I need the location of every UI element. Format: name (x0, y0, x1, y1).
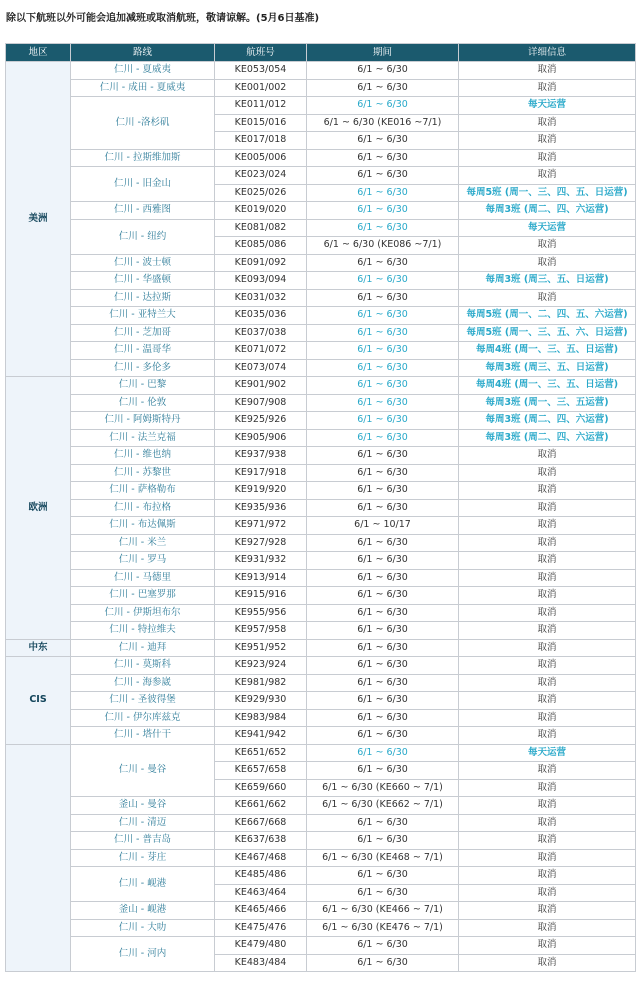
detail-cell: 取消 (459, 954, 636, 972)
detail-cell: 取消 (459, 902, 636, 920)
route-cell: 仁川 - 河内 (71, 937, 215, 972)
route-cell: 仁川 - 圣彼得堡 (71, 692, 215, 710)
period-cell: 6/1 ~ 6/30 (KE660 ~ 7/1) (307, 779, 459, 797)
flight-number-cell: KE667/668 (215, 814, 307, 832)
table-row (6, 674, 636, 692)
flight-number-cell: KE025/026 (215, 184, 307, 202)
route-cell: 仁川 - 萨格勒布 (71, 482, 215, 500)
period-cell: 6/1 ~ 6/30 (307, 569, 459, 587)
table-row (6, 289, 636, 307)
flight-number-cell: KE915/916 (215, 587, 307, 605)
period-cell: 6/1 ~ 6/30 (KE662 ~ 7/1) (307, 797, 459, 815)
detail-cell: 取消 (459, 114, 636, 132)
route-cell: 仁川 - 塔什干 (71, 727, 215, 745)
table-row (6, 219, 636, 237)
route-cell: 仁川 - 伦敦 (71, 394, 215, 412)
period-cell: 6/1 ~ 6/30 (307, 359, 459, 377)
period-cell: 6/1 ~ 6/30 (307, 132, 459, 150)
detail-cell: 取消 (459, 727, 636, 745)
route-cell: 仁川 - 清迈 (71, 814, 215, 832)
period-cell: 6/1 ~ 6/30 (307, 727, 459, 745)
flight-number-cell: KE937/938 (215, 447, 307, 465)
period-cell: 6/1 ~ 6/30 (307, 954, 459, 972)
period-cell: 6/1 ~ 6/30 (307, 377, 459, 395)
table-row (6, 552, 636, 570)
table-row (6, 149, 636, 167)
period-cell: 6/1 ~ 6/30 (307, 587, 459, 605)
flight-number-cell: KE483/484 (215, 954, 307, 972)
table-row (6, 307, 636, 325)
route-cell: 釜山 - 曼谷 (71, 797, 215, 815)
route-cell: 仁川 - 芝加哥 (71, 324, 215, 342)
detail-cell: 每周5班 (周一、二、四、五、六运营) (459, 307, 636, 325)
flight-number-cell: KE031/032 (215, 289, 307, 307)
table-row (6, 867, 636, 885)
detail-cell: 取消 (459, 132, 636, 150)
route-cell: 仁川 - 马德里 (71, 569, 215, 587)
detail-cell: 取消 (459, 254, 636, 272)
route-cell: 仁川 - 达拉斯 (71, 289, 215, 307)
period-cell: 6/1 ~ 6/30 (KE016 ~7/1) (307, 114, 459, 132)
flight-number-cell: KE957/958 (215, 622, 307, 640)
table-row (6, 79, 636, 97)
table-row (6, 604, 636, 622)
route-cell: 仁川 - 布达佩斯 (71, 517, 215, 535)
table-row (6, 727, 636, 745)
flight-number-cell: KE093/094 (215, 272, 307, 290)
detail-cell: 每周3班 (周三、五、日运营) (459, 272, 636, 290)
period-cell: 6/1 ~ 6/30 (307, 832, 459, 850)
detail-cell: 每天运营 (459, 744, 636, 762)
detail-cell: 取消 (459, 884, 636, 902)
flight-number-cell: KE485/486 (215, 867, 307, 885)
period-cell: 6/1 ~ 6/30 (307, 692, 459, 710)
route-cell: 仁川 - 巴黎 (71, 377, 215, 395)
detail-cell: 取消 (459, 62, 636, 80)
detail-cell: 取消 (459, 849, 636, 867)
flight-number-cell: KE907/908 (215, 394, 307, 412)
period-cell: 6/1 ~ 6/30 (307, 499, 459, 517)
table-row (6, 849, 636, 867)
flight-number-cell: KE091/092 (215, 254, 307, 272)
detail-cell: 取消 (459, 587, 636, 605)
detail-cell: 取消 (459, 674, 636, 692)
period-cell: 6/1 ~ 6/30 (307, 167, 459, 185)
period-cell: 6/1 ~ 6/30 (307, 604, 459, 622)
detail-cell: 取消 (459, 464, 636, 482)
period-cell: 6/1 ~ 6/30 (307, 219, 459, 237)
period-cell: 6/1 ~ 6/30 (307, 552, 459, 570)
period-cell: 6/1 ~ 10/17 (307, 517, 459, 535)
table-row (6, 377, 636, 395)
flight-number-cell: KE017/018 (215, 132, 307, 150)
flight-number-cell: KE015/016 (215, 114, 307, 132)
period-cell: 6/1 ~ 6/30 (307, 744, 459, 762)
flight-number-cell: KE023/024 (215, 167, 307, 185)
flight-number-cell: KE467/468 (215, 849, 307, 867)
table-row (6, 744, 636, 762)
period-cell: 6/1 ~ 6/30 (307, 254, 459, 272)
table-body (6, 62, 636, 972)
flight-number-cell: KE951/952 (215, 639, 307, 657)
period-cell: 6/1 ~ 6/30 (307, 884, 459, 902)
route-cell: 釜山 - 岘港 (71, 902, 215, 920)
flight-number-cell: KE479/480 (215, 937, 307, 955)
detail-cell: 取消 (459, 79, 636, 97)
period-cell: 6/1 ~ 6/30 (307, 324, 459, 342)
flight-number-cell: KE931/932 (215, 552, 307, 570)
table-row (6, 482, 636, 500)
flight-number-cell: KE035/036 (215, 307, 307, 325)
table-row (6, 464, 636, 482)
period-cell: 6/1 ~ 6/30 (307, 867, 459, 885)
route-cell: 仁川 - 维也纳 (71, 447, 215, 465)
period-cell: 6/1 ~ 6/30 (307, 272, 459, 290)
flight-number-cell: KE011/012 (215, 97, 307, 115)
route-cell: 仁川 - 阿姆斯特丹 (71, 412, 215, 430)
detail-cell: 取消 (459, 534, 636, 552)
period-cell: 6/1 ~ 6/30 (307, 62, 459, 80)
period-cell: 6/1 ~ 6/30 (307, 429, 459, 447)
period-cell: 6/1 ~ 6/30 (307, 464, 459, 482)
period-cell: 6/1 ~ 6/30 (307, 412, 459, 430)
detail-cell: 每周3班 (周二、四、六运营) (459, 429, 636, 447)
period-cell: 6/1 ~ 6/30 (KE476 ~ 7/1) (307, 919, 459, 937)
route-cell: 仁川 - 岘港 (71, 867, 215, 902)
table-row (6, 447, 636, 465)
route-cell: 仁川 - 海参崴 (71, 674, 215, 692)
period-cell: 6/1 ~ 6/30 (307, 814, 459, 832)
flight-number-cell: KE901/902 (215, 377, 307, 395)
table-header-row (6, 44, 636, 62)
flight-schedule-table (5, 43, 636, 972)
route-cell: 仁川 - 特拉维夫 (71, 622, 215, 640)
period-cell: 6/1 ~ 6/30 (307, 289, 459, 307)
period-cell: 6/1 ~ 6/30 (307, 447, 459, 465)
flight-number-cell: KE463/464 (215, 884, 307, 902)
table-row (6, 412, 636, 430)
table-row (6, 499, 636, 517)
route-cell: 仁川 - 华盛顿 (71, 272, 215, 290)
detail-cell: 取消 (459, 569, 636, 587)
route-cell: 仁川 - 波士顿 (71, 254, 215, 272)
period-cell: 6/1 ~ 6/30 (KE468 ~ 7/1) (307, 849, 459, 867)
period-cell: 6/1 ~ 6/30 (307, 709, 459, 727)
table-row (6, 639, 636, 657)
detail-cell: 取消 (459, 149, 636, 167)
route-cell: 仁川 - 迪拜 (71, 639, 215, 657)
route-cell: 仁川 - 夏威夷 (71, 62, 215, 80)
period-cell: 6/1 ~ 6/30 (307, 482, 459, 500)
route-cell: 仁川 - 多伦多 (71, 359, 215, 377)
route-cell: 仁川 - 伊斯坦布尔 (71, 604, 215, 622)
region-cell (6, 744, 71, 972)
detail-cell: 取消 (459, 657, 636, 675)
table-row (6, 324, 636, 342)
flight-number-cell: KE661/662 (215, 797, 307, 815)
period-cell: 6/1 ~ 6/30 (307, 534, 459, 552)
period-cell: 6/1 ~ 6/30 (307, 657, 459, 675)
route-cell: 仁川 - 温哥华 (71, 342, 215, 360)
table-row (6, 342, 636, 360)
period-cell: 6/1 ~ 6/30 (307, 937, 459, 955)
region-cell: CIS (6, 657, 71, 745)
flight-number-cell: KE981/982 (215, 674, 307, 692)
flight-number-cell: KE941/942 (215, 727, 307, 745)
flight-number-cell: KE053/054 (215, 62, 307, 80)
period-cell: 6/1 ~ 6/30 (307, 97, 459, 115)
flight-number-cell: KE955/956 (215, 604, 307, 622)
period-cell: 6/1 ~ 6/30 (307, 622, 459, 640)
table-row (6, 167, 636, 185)
table-row (6, 359, 636, 377)
header-route: 路线 (71, 44, 215, 62)
detail-cell: 取消 (459, 447, 636, 465)
period-cell: 6/1 ~ 6/30 (KE086 ~7/1) (307, 237, 459, 255)
flight-number-cell: KE019/020 (215, 202, 307, 220)
route-cell: 仁川 - 罗马 (71, 552, 215, 570)
header-detail: 详细信息 (459, 44, 636, 62)
detail-cell: 取消 (459, 937, 636, 955)
detail-cell: 取消 (459, 237, 636, 255)
table-row (6, 622, 636, 640)
detail-cell: 取消 (459, 499, 636, 517)
flight-number-cell: KE037/038 (215, 324, 307, 342)
route-cell: 仁川 - 西雅图 (71, 202, 215, 220)
header-period: 期间 (307, 44, 459, 62)
table-row (6, 657, 636, 675)
detail-cell: 取消 (459, 692, 636, 710)
detail-cell: 取消 (459, 797, 636, 815)
period-cell: 6/1 ~ 6/30 (307, 202, 459, 220)
table-row (6, 832, 636, 850)
flight-number-cell: KE475/476 (215, 919, 307, 937)
period-cell: 6/1 ~ 6/30 (307, 394, 459, 412)
table-row (6, 534, 636, 552)
route-cell: 仁川 - 亚特兰大 (71, 307, 215, 325)
route-cell: 仁川 - 莫斯科 (71, 657, 215, 675)
flight-number-cell: KE659/660 (215, 779, 307, 797)
header-region: 地区 (6, 44, 71, 62)
route-cell: 仁川 - 成田 - 夏威夷 (71, 79, 215, 97)
table-row (6, 814, 636, 832)
table-row (6, 202, 636, 220)
route-cell: 仁川 - 米兰 (71, 534, 215, 552)
table-row (6, 429, 636, 447)
table-row (6, 394, 636, 412)
flight-number-cell: KE657/658 (215, 762, 307, 780)
detail-cell: 取消 (459, 709, 636, 727)
flight-number-cell: KE651/652 (215, 744, 307, 762)
detail-cell: 取消 (459, 639, 636, 657)
detail-cell: 取消 (459, 814, 636, 832)
region-cell: 中东 (6, 639, 71, 657)
table-row (6, 272, 636, 290)
flight-number-cell: KE927/928 (215, 534, 307, 552)
table-row (6, 517, 636, 535)
detail-cell: 每天运营 (459, 219, 636, 237)
flight-number-cell: KE071/072 (215, 342, 307, 360)
detail-cell: 每周3班 (周三、五、日运营) (459, 359, 636, 377)
detail-cell: 每周3班 (周二、四、六运营) (459, 202, 636, 220)
detail-cell: 取消 (459, 779, 636, 797)
route-cell: 仁川 - 曼谷 (71, 744, 215, 797)
table-row (6, 587, 636, 605)
flight-number-cell: KE465/466 (215, 902, 307, 920)
flight-number-cell: KE917/918 (215, 464, 307, 482)
table-row (6, 692, 636, 710)
route-cell: 仁川 - 芽庄 (71, 849, 215, 867)
detail-cell: 取消 (459, 517, 636, 535)
flight-number-cell: KE085/086 (215, 237, 307, 255)
period-cell: 6/1 ~ 6/30 (307, 674, 459, 692)
detail-cell: 取消 (459, 622, 636, 640)
flight-number-cell: KE005/006 (215, 149, 307, 167)
table-row (6, 919, 636, 937)
detail-cell: 取消 (459, 832, 636, 850)
detail-cell: 取消 (459, 482, 636, 500)
notice-text: 除以下航班以外可能会追加减班或取消航班，敬请谅解。(5月6日基准) (6, 13, 320, 24)
route-cell: 仁川 - 巴塞罗那 (71, 587, 215, 605)
table-row (6, 902, 636, 920)
detail-cell: 每周3班 (周二、四、六运营) (459, 412, 636, 430)
detail-cell: 取消 (459, 762, 636, 780)
flight-number-cell: KE081/082 (215, 219, 307, 237)
table-row (6, 254, 636, 272)
flight-number-cell: KE001/002 (215, 79, 307, 97)
route-cell: 仁川 - 旧金山 (71, 167, 215, 202)
flight-number-cell: KE935/936 (215, 499, 307, 517)
period-cell: 6/1 ~ 6/30 (307, 184, 459, 202)
region-cell: 欧洲 (6, 377, 71, 640)
table-row (6, 569, 636, 587)
period-cell: 6/1 ~ 6/30 (307, 342, 459, 360)
route-cell: 仁川 -洛杉矶 (71, 97, 215, 150)
flight-number-cell: KE971/972 (215, 517, 307, 535)
flight-number-cell: KE913/914 (215, 569, 307, 587)
flight-number-cell: KE983/984 (215, 709, 307, 727)
flight-number-cell: KE073/074 (215, 359, 307, 377)
detail-cell: 取消 (459, 552, 636, 570)
period-cell: 6/1 ~ 6/30 (307, 79, 459, 97)
route-cell: 仁川 - 普吉岛 (71, 832, 215, 850)
detail-cell: 每周5班 (周一、三、四、五、日运营) (459, 184, 636, 202)
detail-cell: 取消 (459, 867, 636, 885)
detail-cell: 取消 (459, 604, 636, 622)
detail-cell: 每周4班 (周一、三、五、日运营) (459, 377, 636, 395)
flight-number-cell: KE905/906 (215, 429, 307, 447)
detail-cell: 每周4班 (周一、三、五、日运营) (459, 342, 636, 360)
flight-number-cell: KE637/638 (215, 832, 307, 850)
route-cell: 仁川 - 布拉格 (71, 499, 215, 517)
route-cell: 仁川 - 伊尔库兹克 (71, 709, 215, 727)
flight-number-cell: KE925/926 (215, 412, 307, 430)
flight-number-cell: KE919/920 (215, 482, 307, 500)
route-cell: 仁川 - 纽约 (71, 219, 215, 254)
table-row (6, 937, 636, 955)
region-cell: 美洲 (6, 62, 71, 377)
flight-number-cell: KE929/930 (215, 692, 307, 710)
detail-cell: 每天运营 (459, 97, 636, 115)
flight-number-cell: KE923/924 (215, 657, 307, 675)
table-row (6, 709, 636, 727)
table-row (6, 97, 636, 115)
detail-cell: 取消 (459, 919, 636, 937)
period-cell: 6/1 ~ 6/30 (307, 149, 459, 167)
table-row (6, 797, 636, 815)
header-flight: 航班号 (215, 44, 307, 62)
route-cell: 仁川 - 法兰克福 (71, 429, 215, 447)
route-cell: 仁川 - 大叻 (71, 919, 215, 937)
table-row (6, 62, 636, 80)
detail-cell: 每周3班 (周一、三、五运营) (459, 394, 636, 412)
period-cell: 6/1 ~ 6/30 (KE466 ~ 7/1) (307, 902, 459, 920)
period-cell: 6/1 ~ 6/30 (307, 639, 459, 657)
route-cell: 仁川 - 苏黎世 (71, 464, 215, 482)
period-cell: 6/1 ~ 6/30 (307, 762, 459, 780)
route-cell: 仁川 - 拉斯维加斯 (71, 149, 215, 167)
detail-cell: 取消 (459, 289, 636, 307)
detail-cell: 每周5班 (周一、三、五、六、日运营) (459, 324, 636, 342)
detail-cell: 取消 (459, 167, 636, 185)
period-cell: 6/1 ~ 6/30 (307, 307, 459, 325)
